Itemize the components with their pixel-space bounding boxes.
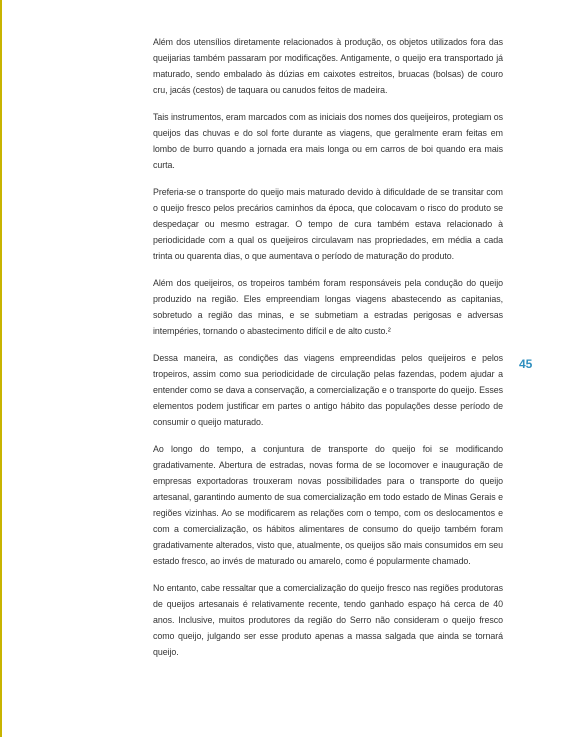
paragraph: Além dos utensílios diretamente relacionados à produção, os objetos utilizados fora das queijarias também passaram por modificações. Antigamente, o queijo era transportado já maturado, sendo embalado às dúzias em caixotes estreitos, bruacas (bolsas) de couro cru, jacás (cestos) de taquara ou canudos feitos de madeira. bbox=[153, 37, 503, 95]
body-text bbox=[153, 34, 503, 671]
paragraph: Ao longo do tempo, a conjuntura de transporte do queijo foi se modificando gradativamente. Abertura de estradas, novas forma de se locomover e inauguração de empresas exportadoras trouxeram novas possibilidades para o transporte do queijo artesanal, garantindo aumento de sua comercialização em todo estado de Minas Gerais e regiões vizinhas. Ao se modificarem as relações com o tempo, com os deslocamentos e com a comercialização, os hábitos alimentares de consumo do queijo também foram gradativamente alterados, visto que, atualmente, os queijos são mais consumidos em seu estado fresco, ao invés de maturado ou amarelo, como é popularmente chamado. bbox=[153, 444, 503, 566]
left-edge-bar bbox=[0, 0, 2, 737]
page-number: 45 bbox=[519, 357, 533, 371]
paragraph: No entanto, cabe ressaltar que a comercialização do queijo fresco nas regiões produtoras de queijos artesanais é relativamente recente, tendo ganhado espaço há cerca de 40 anos. Inclusive, muitos produtores da região do Serro não consideram o queijo fresco como queijo, julgando ser esse produto apenas a massa salgada que ainda se tornará queijo. bbox=[153, 583, 503, 657]
paragraph: Além dos queijeiros, os tropeiros também foram responsáveis pela condução do queijo produzido na região. Eles empreendiam longas viagens abastecendo as capitanias, sobretudo a região das minas, e se submetiam a estradas perigosas e adversas intempéries, tornando o abastecimento difícil e de alto custo.² bbox=[153, 278, 503, 336]
paragraph: Preferia-se o transporte do queijo mais maturado devido à dificuldade de se transitar com o queijo fresco pelos precários caminhos da época, que colocavam o risco do produto se despedaçar ou mesmo estragar. O tempo de cura também estava relacionado à periodicidade com a qual os queijeiros circulavam nas propriedades, em média a cada trinta ou quarenta dias, o que aumentava o período de maturação do produto. bbox=[153, 187, 503, 261]
paragraph: Dessa maneira, as condições das viagens empreendidas pelos queijeiros e pelos tropeiros, assim como sua periodicidade de circulação pelas fazendas, podem ajudar a entender como se dava a conservação, a comercialização e o transporte do queijo. Esses elementos podem justificar em partes o antigo hábito das populações desse período de consumir o queijo maturado. bbox=[153, 353, 503, 427]
paragraph: Tais instrumentos, eram marcados com as iniciais dos nomes dos queijeiros, protegiam os queijos das chuvas e do sol forte durante as viagens, que geralmente eram feitas em lombo de burro quando a jornada era mais longa ou em carros de boi quando era mais curta. bbox=[153, 112, 503, 170]
